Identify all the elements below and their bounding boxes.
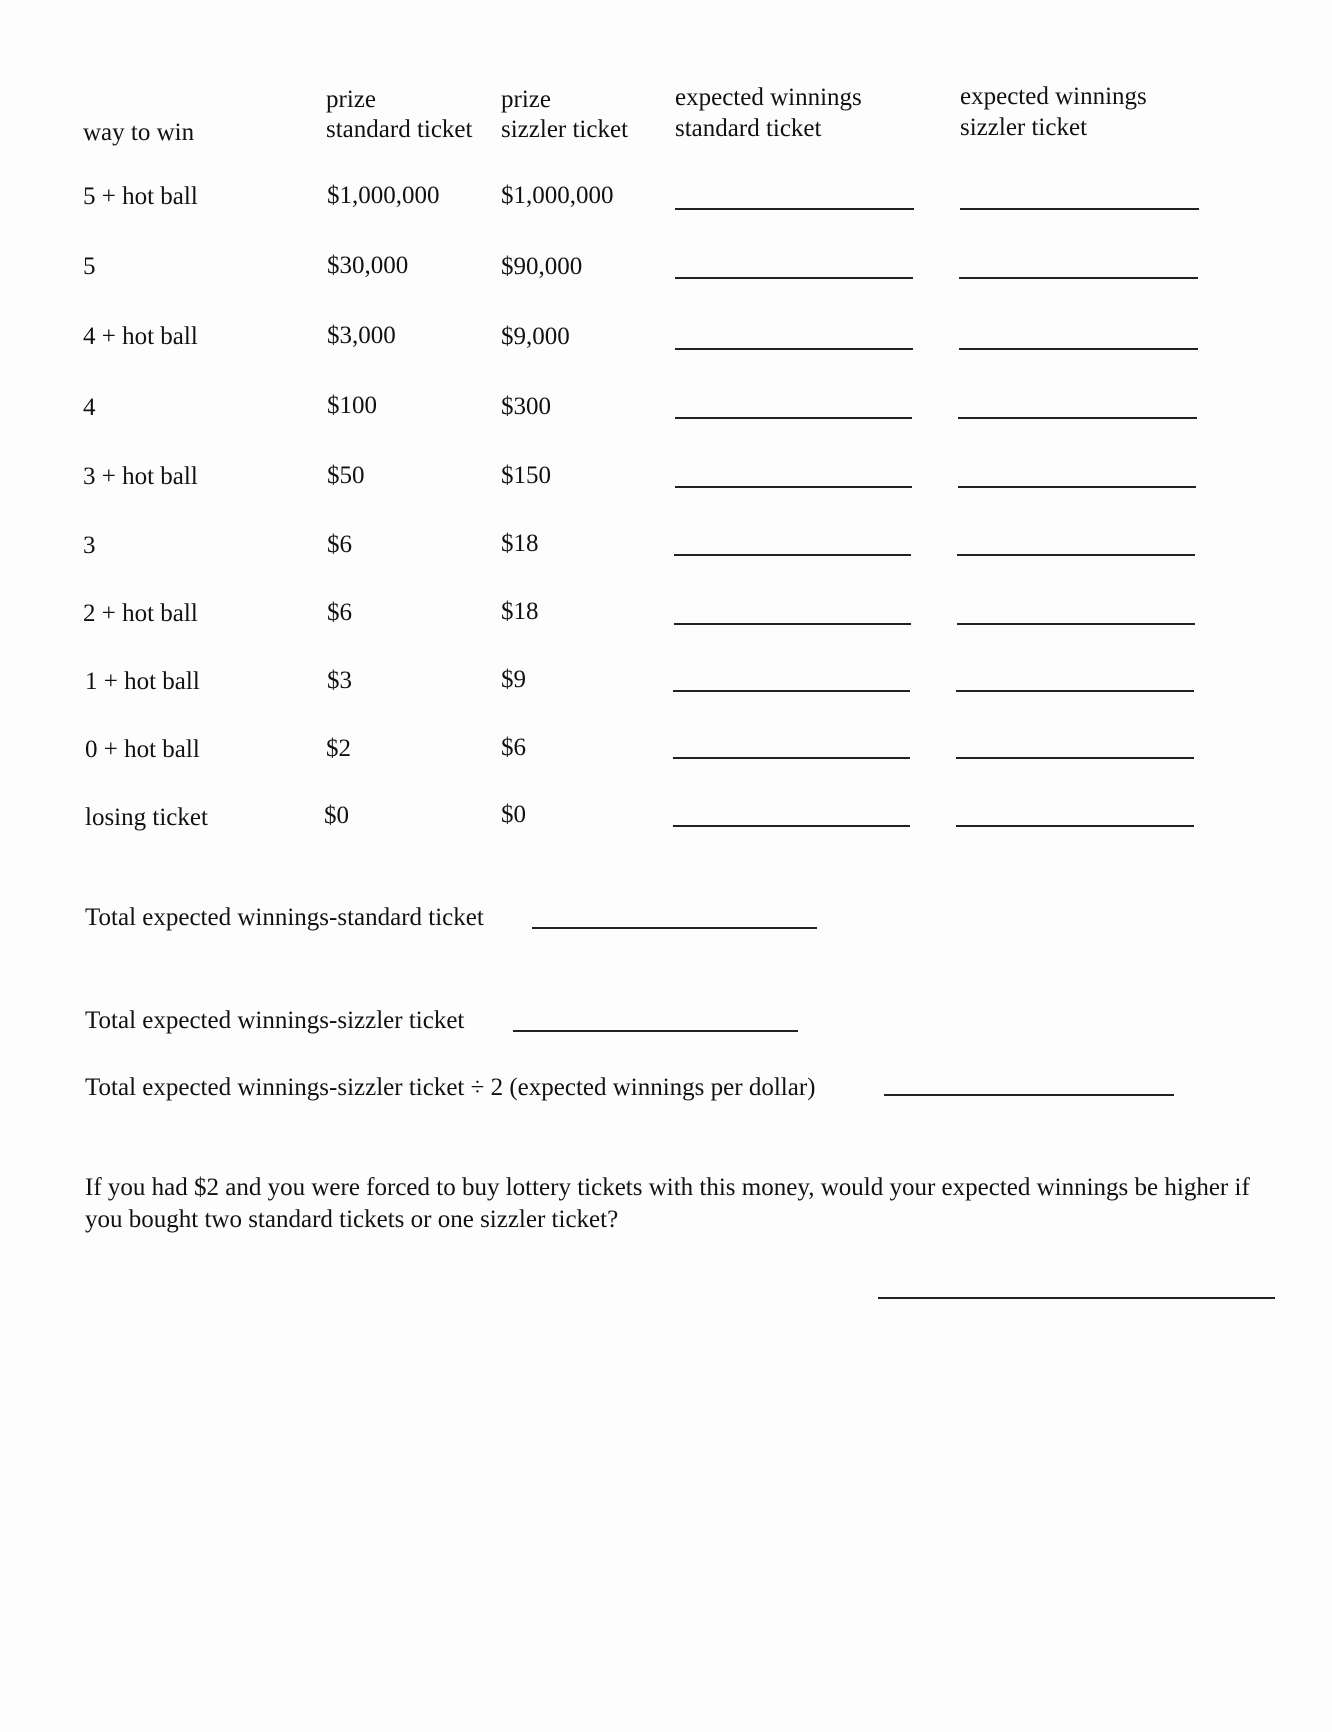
answer-blank-ew-standard[interactable] [673,825,910,827]
row-prize-standard: $1,000,000 [327,182,440,209]
answer-blank-ew-standard[interactable] [675,277,913,279]
answer-blank-ew-sizzler[interactable] [960,208,1199,210]
row-prize-standard: $3,000 [327,322,396,349]
total-standard-blank[interactable] [532,927,817,929]
row-way-to-win: 2 + hot ball [83,600,198,627]
answer-blank-ew-sizzler[interactable] [956,757,1194,759]
row-prize-standard: $3 [327,667,352,694]
row-prize-sizzler: $6 [501,734,526,761]
header-ew-sizzler-line2: sizzler ticket [960,114,1088,141]
row-prize-sizzler: $1,000,000 [501,182,614,209]
header-ew-standard-line2: standard ticket [675,115,822,142]
row-prize-standard: $6 [327,599,352,626]
header-prize-sizzler-line1: prize [501,86,551,113]
row-prize-standard: $0 [324,802,349,829]
row-prize-standard: $30,000 [327,252,409,279]
row-way-to-win: 3 + hot ball [83,463,198,490]
question-answer-blank[interactable] [878,1297,1275,1299]
row-way-to-win: 4 + hot ball [83,323,198,350]
answer-blank-ew-sizzler[interactable] [956,825,1194,827]
per-dollar-blank[interactable] [884,1094,1174,1096]
row-prize-sizzler: $9 [501,666,526,693]
answer-blank-ew-sizzler[interactable] [959,277,1198,279]
header-prize-standard-line2: standard ticket [326,116,473,143]
answer-blank-ew-standard[interactable] [675,208,914,210]
header-ew-standard-line1: expected winnings [675,84,862,111]
question-text: If you had $2 and you were forced to buy lottery tickets with this money, would your expected winnings be higher if you bought two standard tickets or one sizzler ticket? [85,1174,1250,1233]
answer-blank-ew-sizzler[interactable] [959,348,1198,350]
row-prize-sizzler: $18 [501,530,539,557]
answer-blank-ew-sizzler[interactable] [958,486,1196,488]
row-way-to-win: 3 [83,532,96,559]
total-sizzler-blank[interactable] [513,1030,798,1032]
per-dollar-label: Total expected winnings-sizzler ticket ÷ 2 (expected winnings per dollar) [85,1074,816,1101]
row-prize-sizzler: $300 [501,393,551,420]
row-way-to-win: 0 + hot ball [85,736,200,763]
answer-blank-ew-standard[interactable] [674,554,911,556]
answer-blank-ew-sizzler[interactable] [958,417,1197,419]
answer-blank-ew-sizzler[interactable] [957,554,1195,556]
row-prize-sizzler: $150 [501,462,551,489]
row-way-to-win: 1 + hot ball [85,668,200,695]
answer-blank-ew-standard[interactable] [673,690,910,692]
header-ew-sizzler-line1: expected winnings [960,83,1147,110]
answer-blank-ew-standard[interactable] [675,348,913,350]
row-prize-standard: $100 [327,392,377,419]
row-way-to-win: losing ticket [85,804,208,831]
answer-blank-ew-standard[interactable] [674,623,911,625]
row-prize-sizzler: $18 [501,598,539,625]
row-prize-standard: $2 [326,735,351,762]
row-way-to-win: 5 + hot ball [83,183,198,210]
row-prize-standard: $50 [327,462,365,489]
row-prize-sizzler: $0 [501,801,526,828]
header-way-to-win: way to win [83,119,195,146]
header-prize-standard-line1: prize [326,86,376,113]
answer-blank-ew-standard[interactable] [673,757,910,759]
row-way-to-win: 5 [83,253,96,280]
answer-blank-ew-standard[interactable] [675,486,912,488]
total-standard-label: Total expected winnings-standard ticket [85,904,484,931]
row-way-to-win: 4 [83,394,96,421]
row-prize-standard: $6 [327,531,352,558]
answer-blank-ew-sizzler[interactable] [956,690,1194,692]
header-prize-sizzler-line2: sizzler ticket [501,116,629,143]
row-prize-sizzler: $9,000 [501,323,570,350]
answer-blank-ew-standard[interactable] [675,417,912,419]
row-prize-sizzler: $90,000 [501,253,583,280]
total-sizzler-label: Total expected winnings-sizzler ticket [85,1007,465,1034]
answer-blank-ew-sizzler[interactable] [957,623,1195,625]
